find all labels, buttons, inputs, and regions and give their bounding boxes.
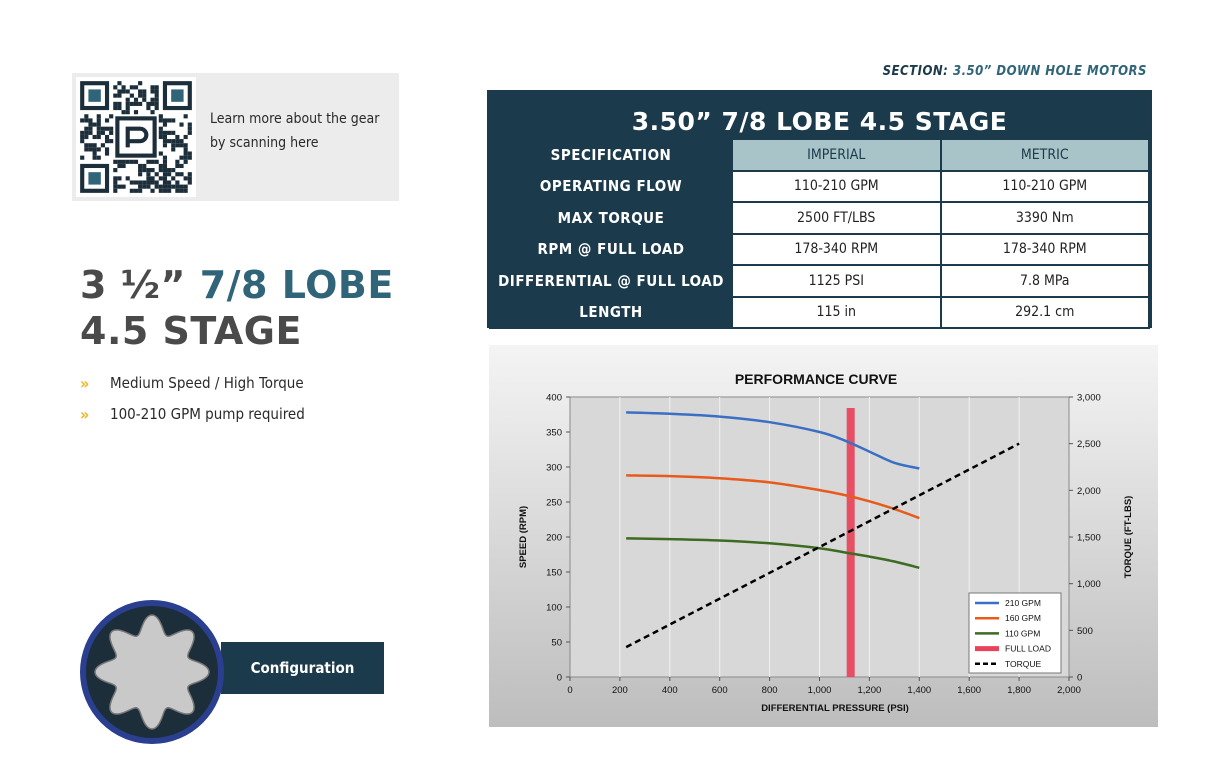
y2-tick-label: 1,000 [1077,579,1101,591]
y2-tick-label: 2,000 [1077,485,1101,497]
feature-list [80,368,305,430]
x-tick-label: 1,400 [907,685,932,696]
chevron-right-icon: » [80,405,90,424]
chart-title: PERFORMANCE CURVE [734,371,898,387]
y-tick-label: 350 [546,427,562,439]
y2-tick-label: 2,500 [1077,439,1101,451]
y-axis-label: SPEED (RPM) [518,505,529,569]
y-tick-label: 0 [556,672,562,684]
performance-chart [489,345,1158,727]
x-tick-label: 400 [661,685,678,696]
x-tick-label: 600 [711,685,728,696]
col-header-metric: METRIC [941,139,1150,171]
qr-text-line1: Learn more about the gear [210,111,380,127]
y-tick-label: 400 [546,392,562,404]
y2-tick-label: 3,000 [1077,392,1101,404]
table-row: DIFFERENTIAL @ FULL LOAD 1125 PSI 7.8 MPa [490,265,1149,297]
table-row: OPERATING FLOW 110-210 GPM 110-210 GPM [490,171,1149,203]
col-header-spec: SPECIFICATION [490,139,732,171]
spec-title: 3.50” 7/8 LOBE 4.5 STAGE [631,107,1008,136]
y2-tick-label: 0 [1077,672,1083,684]
section-label: SECTION: 3.50” DOWN HOLE MOTORS [882,64,1147,79]
x-tick-label: 1,600 [957,685,982,696]
x-tick-label: 2,000 [1057,685,1081,696]
col-header-imperial: IMPERIAL [732,139,941,171]
y2-axis-label: TORQUE (FT-LBS) [1123,495,1134,579]
lobe-configuration-icon [78,598,226,746]
full-load-band [847,408,855,677]
x-axis-label: DIFFERENTIAL PRESSURE (PSI) [761,703,909,714]
y-tick-label: 100 [546,602,562,614]
spec-table [487,90,1152,328]
y-tick-label: 50 [551,637,562,649]
title-accent: 7/8 LOBE [199,263,394,307]
y2-tick-label: 500 [1077,625,1093,637]
y-tick-label: 250 [546,497,562,509]
table-row: RPM @ FULL LOAD 178-340 RPM 178-340 RPM [490,234,1149,266]
legend-label: 160 GPM [1005,613,1041,624]
title-prefix: 3 ½” [80,263,186,307]
table-row: LENGTH 115 in 292.1 cm [490,297,1149,329]
product-title [80,262,394,354]
legend-label: FULL LOAD [1005,643,1051,654]
y2-tick-label: 1,500 [1077,532,1101,544]
x-tick-label: 800 [761,685,778,696]
legend-label: 110 GPM [1005,628,1041,639]
x-tick-label: 1,800 [1007,685,1031,696]
qr-text-line2: by scanning here [210,135,319,151]
y-tick-label: 150 [546,567,562,579]
x-tick-label: 1,000 [807,685,832,696]
y-tick-label: 300 [546,462,562,474]
qr-code[interactable] [76,77,196,197]
legend-label: TORQUE [1005,658,1042,669]
x-tick-label: 1,200 [857,685,882,696]
list-item: » Medium Speed / High Torque [80,368,305,399]
configuration-button[interactable]: Configuration [221,642,384,694]
x-tick-label: 200 [611,685,628,696]
title-line2: 4.5 STAGE [80,309,302,353]
legend-label: 210 GPM [1005,598,1041,608]
list-item: » 100-210 GPM pump required [80,399,305,430]
y-tick-label: 200 [546,532,562,544]
chevron-right-icon: » [80,374,90,393]
x-tick-label: 0 [567,685,573,696]
qr-panel [72,73,399,201]
chart-legend [969,593,1061,673]
table-row: MAX TORQUE 2500 FT/LBS 3390 Nm [490,202,1149,234]
